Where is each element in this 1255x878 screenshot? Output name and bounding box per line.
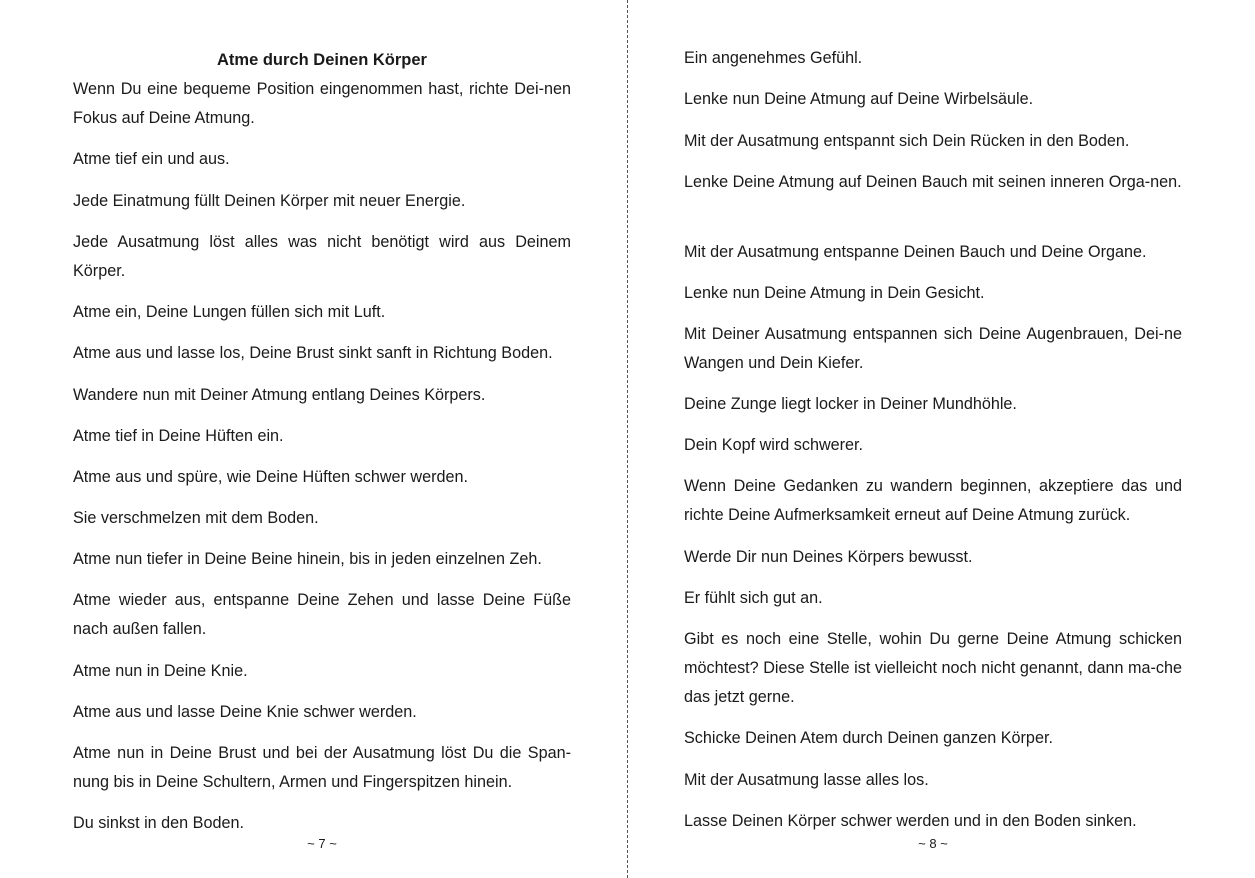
paragraph: Atme ein, Deine Lungen füllen sich mit Luft. — [73, 303, 386, 321]
paragraph: Er fühlt sich gut an. — [684, 589, 823, 607]
paragraph: Atme wieder aus, entspanne Deine Zehen und lasse Deine Füße nach außen fallen. — [73, 591, 571, 638]
paragraph: Wenn Du eine bequeme Position eingenommen hast, richte Dei-nen Fokus auf Deine Atmung. — [73, 80, 571, 127]
paragraph: Atme aus und lasse Deine Knie schwer werden. — [73, 703, 417, 721]
paragraph: Schicke Deinen Atem durch Deinen ganzen Körper. — [684, 729, 1053, 747]
paragraph: Wenn Deine Gedanken zu wandern beginnen, akzeptiere das und richte Deine Aufmerksamkeit erneut auf Deine Atmung zurück. — [684, 477, 1182, 524]
paragraph: Werde Dir nun Deines Körpers bewusst. — [684, 548, 973, 566]
paragraph: Du sinkst in den Boden. — [73, 814, 244, 832]
paragraph: Lenke Deine Atmung auf Deinen Bauch mit seinen inneren Orga-nen. — [684, 173, 1182, 191]
paragraph: Jede Einatmung füllt Deinen Körper mit neuer Energie. — [73, 192, 466, 210]
paragraph: Lenke nun Deine Atmung in Dein Gesicht. — [684, 284, 985, 302]
paragraph: Deine Zunge liegt locker in Deiner Mundhöhle. — [684, 395, 1017, 413]
paragraph: Atme tief in Deine Hüften ein. — [73, 427, 284, 445]
page-fold-divider — [627, 0, 628, 878]
paragraph: Atme nun tiefer in Deine Beine hinein, bis in jeden einzelnen Zeh. — [73, 550, 542, 568]
paragraph: Sie verschmelzen mit dem Boden. — [73, 509, 319, 527]
paragraph: Jede Ausatmung löst alles was nicht benötigt wird aus Deinem Körper. — [73, 233, 571, 280]
paragraph: Atme nun in Deine Brust und bei der Ausatmung löst Du die Span-nung bis in Deine Schultern, Armen und Fingerspitzen hinein. — [73, 744, 571, 791]
paragraph: Lasse Deinen Körper schwer werden und in den Boden sinken. — [684, 812, 1137, 830]
paragraph: Wandere nun mit Deiner Atmung entlang Deines Körpers. — [73, 386, 486, 404]
paragraph: Mit der Ausatmung lasse alles los. — [684, 771, 929, 789]
paragraph: Atme aus und spüre, wie Deine Hüften schwer werden. — [73, 468, 468, 486]
paragraph: Lenke nun Deine Atmung auf Deine Wirbelsäule. — [684, 90, 1034, 108]
paragraph: Mit der Ausatmung entspanne Deinen Bauch und Deine Organe. — [684, 243, 1147, 261]
paragraph: Dein Kopf wird schwerer. — [684, 436, 864, 454]
paragraph: Gibt es noch eine Stelle, wohin Du gerne Deine Atmung schicken möchtest? Diese Stelle ist vielleicht noch nicht genannt, dann ma-che das jetzt gerne. — [684, 630, 1182, 706]
left-page — [0, 0, 627, 878]
paragraph: Mit der Ausatmung entspannt sich Dein Rücken in den Boden. — [684, 132, 1130, 150]
paragraph: Ein angenehmes Gefühl. — [684, 49, 863, 67]
paragraph: Atme tief ein und aus. — [73, 150, 230, 168]
page-number: ~ 8 ~ — [918, 836, 948, 851]
page-number: ~ 7 ~ — [307, 836, 337, 851]
paragraph: Atme nun in Deine Knie. — [73, 662, 248, 680]
paragraph: Atme aus und lasse los, Deine Brust sinkt sanft in Richtung Boden. — [73, 344, 553, 362]
right-page — [629, 0, 1255, 878]
page-title: Atme durch Deinen Körper — [217, 51, 427, 69]
paragraph: Mit Deiner Ausatmung entspannen sich Deine Augenbrauen, Dei-ne Wangen und Dein Kiefer. — [684, 325, 1182, 372]
